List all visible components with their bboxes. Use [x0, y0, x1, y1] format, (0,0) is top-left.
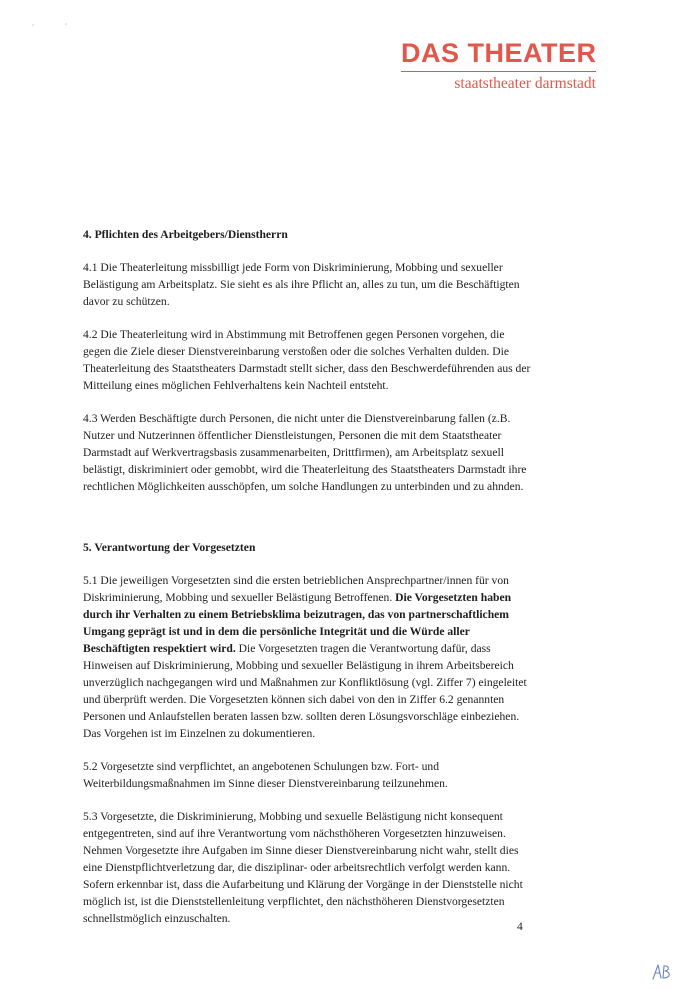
- paragraph-5-1-start: 5.1 Die jeweiligen Vorgesetzten sind die ersten betrieblichen Ansprechpartner/innen für von Diskriminierung, Mobbing und sexueller Belästigung Betroffenen.: [83, 574, 509, 604]
- paragraph-4-2: 4.2 Die Theaterleitung wird in Abstimmung mit Betroffenen gegen Personen vorgehen, die gegen die Ziele dieser Dienstvereinbarung verstoßen oder die solches Verhalten dulden. Die Theaterleitung des Staatstheaters Darmstadt stellt sicher, dass den Beschwerdeführenden aus der Mitteilung eines möglichen Fehlverhaltens kein Nachteil entsteht.: [83, 328, 531, 392]
- logo-title: DAS THEATER: [401, 38, 597, 68]
- handwritten-initials: [651, 962, 675, 982]
- paragraph-5-3: 5.3 Vorgesetzte, die Diskriminierung, Mobbing und sexuelle Belästigung nicht konsequent entgegentreten, sind auf ihre Verantwortung vom nächsthöheren Vorgesetzten hinzuweisen. Nehmen Vorgesetzte ihre Aufgaben im Sinne dieser Dienstvereinbarung nicht wahr, stellt dies eine Dienstpflichtverletzung dar, die disziplinar- oder arbeitsrechtlich verfolgt werden kann. Sofern erkennbar ist, dass die Aufarbeitung und Klärung der Vorgänge in der Dienststelle nicht möglich ist, ist die Dienststellenleitung verpflichtet, den nächsthöheren Dienstvorgesetzten schnellstmöglich einzuschalten.: [83, 810, 523, 925]
- paragraph-4-1: 4.1 Die Theaterleitung missbilligt jede Form von Diskriminierung, Mobbing und sexueller Belästigung am Arbeitsplatz. Sie sieht es als ihre Pflicht an, alles zu tun, um die Beschäftigten davor zu schützen.: [83, 261, 520, 308]
- document-body: [83, 226, 533, 943]
- initials-mark: [651, 962, 675, 982]
- logo-divider: [401, 71, 596, 72]
- paragraph-5-1-bold: Die Vorgesetzten haben durch ihr Verhalten zu einem Betriebsklima beizutragen, das von partnerschaftlichem Umgang geprägt ist und in dem die persönliche Integrität und die Würde aller Beschäftigten respektiert wird.: [83, 591, 512, 655]
- paragraph-5-1: [83, 572, 533, 742]
- section-4: [83, 226, 533, 495]
- page-number: 4: [517, 920, 523, 933]
- paragraph-5-2: 5.2 Vorgesetzte sind verpflichtet, an angebotenen Schulungen bzw. Fort- und Weiterbildungsmaßnahmen im Sinne dieser Dienstvereinbarung teilzunehmen.: [83, 760, 448, 790]
- section-5: [83, 539, 533, 927]
- section-4-heading: 4. Pflichten des Arbeitgebers/Dienstherrn: [83, 228, 288, 241]
- section-5-heading: 5. Verantwortung der Vorgesetzten: [83, 541, 256, 554]
- scan-artifact: [30, 16, 70, 24]
- logo-subtitle: staatstheater darmstadt: [454, 75, 596, 92]
- theater-logo: [401, 38, 596, 94]
- paragraph-5-1-end: Die Vorgesetzten tragen die Verantwortung dafür, dass Hinweisen auf Diskriminierung, Mobbing und sexueller Belästigung in ihrem Arbeitsbereich unverzüglich nachgegangen wird und Maßnahmen zur Konfliktlösung (vgl. Ziffer 7) eingeleitet und überprüft werden. Die Vorgesetzten können sich dabei von den in Ziffer 6.2 genannten Personen und Anlaufstellen beraten lassen bzw. sollten deren Lösungsvorschläge einbeziehen. Das Vorgehen ist im Einzelnen zu dokumentieren.: [83, 642, 527, 740]
- paragraph-4-3: 4.3 Werden Beschäftigte durch Personen, die nicht unter die Dienstvereinbarung fallen (z.B. Nutzer und Nutzerinnen öffentlicher Dienstleistungen, Personen die mit dem Staatstheater Darmstadt auf Werkvertragsbasis zusammenarbeiten, Drittfirmen), am Arbeitsplatz sexuell belästigt, diskriminiert oder gemobbt, wird die Theaterleitung des Staatstheaters Darmstadt ihre rechtlichen Möglichkeiten ausschöpfen, um solche Handlungen zu unterbinden und zu ahnden.: [83, 412, 527, 493]
